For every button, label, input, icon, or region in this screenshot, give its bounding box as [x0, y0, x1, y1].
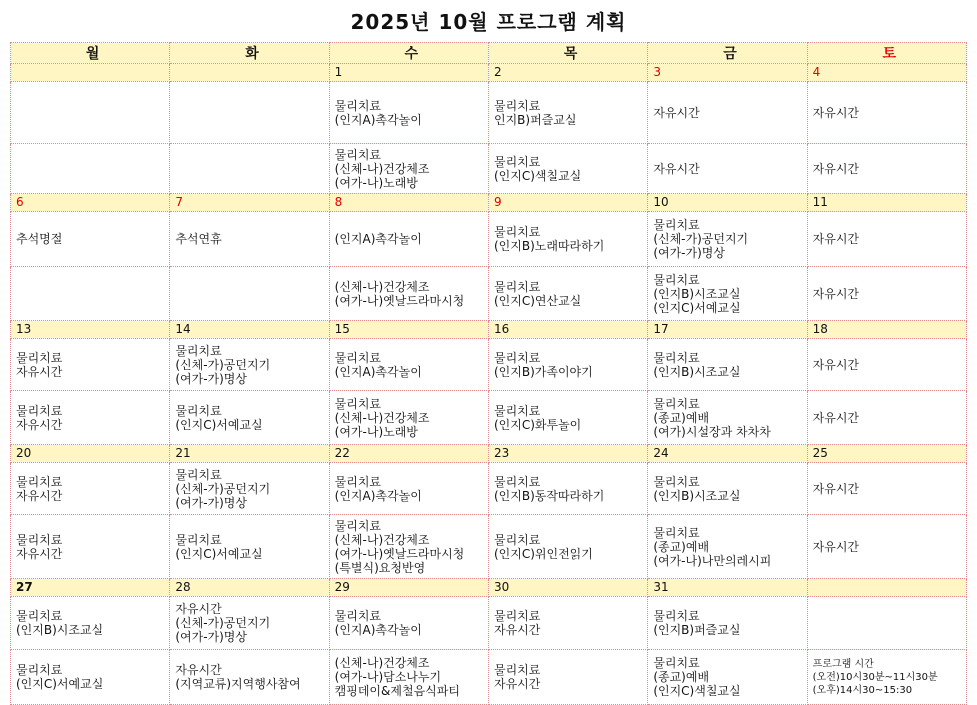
program-item: 자유시간	[16, 364, 63, 379]
date-number: 6	[11, 194, 170, 212]
program-item: (종교)예배	[653, 670, 710, 684]
program-item: (인지A)촉각놀이	[334, 112, 422, 127]
program-row	[11, 391, 967, 445]
date-number: 30	[488, 579, 647, 597]
date-number: 25	[807, 445, 966, 463]
date-number: 15	[329, 321, 488, 339]
program-item: (신체-가)공던지기	[175, 357, 271, 372]
date-number: 14	[170, 321, 329, 339]
program-item: 물리치료	[493, 474, 541, 489]
date-number: 1	[329, 64, 488, 82]
program-cell	[170, 515, 329, 579]
program-cell	[329, 339, 488, 391]
program-cell	[488, 650, 647, 705]
program-cell	[648, 391, 807, 445]
program-item: (인지A)촉각놀이	[334, 364, 422, 379]
program-cell	[170, 339, 329, 391]
program-item: (신체-나)건강체조	[334, 279, 430, 294]
program-item: 물리치료	[334, 98, 382, 113]
program-time-note: (오전)10시30분~11시30분	[812, 671, 938, 683]
program-cell	[329, 650, 488, 705]
program-item: 물리치료	[175, 403, 222, 418]
date-number: 8	[329, 194, 488, 212]
program-item: 추석연휴	[175, 232, 222, 246]
program-cell	[488, 144, 647, 194]
program-item: (인지C)색칠교실	[653, 684, 741, 698]
program-cell	[329, 463, 488, 515]
program-item: 물리치료	[175, 532, 222, 547]
program-cell	[807, 597, 966, 650]
date-number: 31	[648, 579, 807, 597]
program-item: 인지B)퍼즐교실	[493, 112, 577, 127]
program-cell	[170, 650, 329, 705]
program-item: 물리치료	[16, 663, 63, 677]
program-item: 물리치료	[175, 467, 222, 482]
program-item: (인지C)색칠교실	[493, 168, 582, 183]
program-item: 자유시간	[812, 286, 860, 301]
program-item: 자유시간	[16, 546, 63, 561]
program-item: 물리치료	[653, 350, 700, 365]
program-item: (신체-나)건강체조	[334, 532, 430, 547]
date-number: 10	[648, 194, 807, 212]
program-item: 물리치료	[493, 154, 541, 169]
program-cell	[648, 212, 807, 267]
weekday-fri: 금	[648, 43, 807, 64]
program-item: (인지B)시조교실	[653, 286, 741, 301]
program-item: (신체-가)공던지기	[653, 232, 749, 246]
program-item: 물리치료	[493, 663, 541, 677]
program-cell	[11, 144, 170, 194]
program-item: 물리치료	[334, 147, 382, 162]
program-item: (여가-나)옛날드라마시청	[334, 546, 465, 561]
program-cell	[648, 515, 807, 579]
date-number	[11, 64, 170, 82]
program-cell	[648, 463, 807, 515]
program-cell	[329, 212, 488, 267]
program-cell	[488, 82, 647, 144]
program-item: 자유시간	[812, 105, 860, 120]
program-cell	[807, 144, 966, 194]
program-item: 물리치료	[653, 272, 700, 287]
program-item: (신체-가)공던지기	[175, 481, 271, 496]
program-cell	[170, 212, 329, 267]
program-cell	[488, 339, 647, 391]
program-cell	[11, 463, 170, 515]
program-cell	[648, 144, 807, 194]
date-number: 4	[807, 64, 966, 82]
program-item: (인지C)화투놀이	[493, 417, 582, 432]
program-cell	[170, 144, 329, 194]
program-cell	[329, 267, 488, 321]
program-item: 물리치료	[16, 350, 63, 365]
program-item: 물리치료	[175, 343, 222, 358]
date-number: 28	[170, 579, 329, 597]
program-row	[11, 212, 967, 267]
program-item: (신체-나)건강체조	[334, 161, 430, 176]
program-item: (특별식)요청반영	[334, 560, 426, 575]
date-number	[170, 64, 329, 82]
program-cell	[488, 463, 647, 515]
program-item: 물리치료	[653, 656, 700, 670]
program-item: 자유시간	[493, 677, 541, 691]
weekday-header-row	[11, 43, 967, 64]
program-item: (인지B)시조교실	[653, 364, 741, 379]
program-row	[11, 144, 967, 194]
program-cell	[170, 82, 329, 144]
date-number: 21	[170, 445, 329, 463]
program-cell	[11, 267, 170, 321]
program-item: (인지B)시조교실	[653, 488, 741, 503]
program-cell	[11, 339, 170, 391]
date-number: 24	[648, 445, 807, 463]
program-row	[11, 650, 967, 705]
program-item: 자유시간	[812, 232, 860, 246]
program-cell	[11, 82, 170, 144]
program-cell	[11, 650, 170, 705]
weekday-wed: 수	[329, 43, 488, 64]
program-item: (여가-가)명상	[175, 630, 247, 644]
program-item: 물리치료	[334, 518, 382, 533]
program-item: (인지A)촉각놀이	[334, 623, 422, 637]
program-item: (인지B)가족이야기	[493, 364, 593, 379]
program-item: (인지C)서예교실	[175, 546, 263, 561]
program-cell	[11, 515, 170, 579]
program-item: 물리치료	[334, 609, 382, 623]
program-cell	[648, 339, 807, 391]
date-number: 11	[807, 194, 966, 212]
program-calendar	[10, 42, 967, 705]
program-cell	[807, 391, 966, 445]
program-row	[11, 597, 967, 650]
program-item: (인지B)노래따라하기	[493, 239, 605, 253]
program-item: (지역교류)지역행사참여	[175, 677, 301, 691]
program-cell	[807, 82, 966, 144]
program-item: (인지B)시조교실	[16, 623, 104, 637]
program-item: 물리치료	[493, 532, 541, 547]
date-number: 27	[11, 579, 170, 597]
page-title: 2025년 10월 프로그램 계획	[350, 10, 627, 34]
program-item: 물리치료	[653, 609, 700, 623]
program-cell	[648, 82, 807, 144]
date-number: 18	[807, 321, 966, 339]
program-item: (종교)예배	[653, 539, 710, 554]
weekday-tue: 화	[170, 43, 329, 64]
program-cell	[807, 650, 966, 705]
weekday-mon: 월	[11, 43, 170, 64]
program-row	[11, 82, 967, 144]
program-item: 물리치료	[653, 525, 700, 540]
program-cell	[488, 212, 647, 267]
program-item: (인지C)서예교실	[16, 677, 104, 691]
program-item: 물리치료	[16, 609, 63, 623]
program-item: 자유시간	[812, 539, 860, 554]
program-item: 물리치료	[493, 225, 541, 239]
date-number	[807, 579, 966, 597]
program-item: 캠핑데이&제철음식파티	[334, 684, 460, 698]
program-cell	[807, 212, 966, 267]
date-number: 22	[329, 445, 488, 463]
program-item: 물리치료	[493, 609, 541, 623]
program-cell	[170, 391, 329, 445]
date-row	[11, 64, 967, 82]
weekday-sat: 토	[807, 43, 966, 64]
program-item: 물리치료	[653, 396, 700, 411]
program-item: 물리치료	[334, 474, 382, 489]
program-cell	[648, 267, 807, 321]
program-cell	[807, 463, 966, 515]
program-item: (신체-나)건강체조	[334, 656, 430, 670]
program-cell	[170, 463, 329, 515]
program-item: 물리치료	[493, 403, 541, 418]
program-item: 자유시간	[16, 488, 63, 503]
program-cell	[807, 267, 966, 321]
date-number: 29	[329, 579, 488, 597]
weekday-thu: 목	[488, 43, 647, 64]
program-cell	[648, 650, 807, 705]
program-item: (인지B)동작따라하기	[493, 488, 605, 503]
program-item: 물리치료	[653, 218, 700, 232]
program-item: 물리치료	[16, 403, 63, 418]
program-cell	[329, 597, 488, 650]
program-item: (여가-가)명상	[175, 495, 247, 510]
program-item: 물리치료	[16, 474, 63, 489]
program-item: 물리치료	[653, 474, 700, 489]
program-cell	[11, 391, 170, 445]
program-item: 추석명절	[16, 232, 63, 246]
program-row	[11, 515, 967, 579]
program-item: (여가-나)노래방	[334, 175, 418, 190]
program-row	[11, 267, 967, 321]
date-number: 16	[488, 321, 647, 339]
program-cell	[488, 391, 647, 445]
program-row	[11, 339, 967, 391]
program-item: (여가-나)나만의레시피	[653, 553, 772, 568]
program-item: (여가-나)노래방	[334, 424, 418, 439]
program-item: (인지A)촉각놀이	[334, 488, 422, 503]
program-item: (여가-가)명상	[653, 246, 725, 260]
program-item: 자유시간	[175, 602, 222, 616]
program-item: 자유시간	[812, 410, 860, 425]
program-row	[11, 463, 967, 515]
date-number: 20	[11, 445, 170, 463]
program-cell	[329, 144, 488, 194]
program-item: (여가-가)명상	[175, 371, 247, 386]
program-item: (종교)예배	[653, 410, 710, 425]
date-number: 9	[488, 194, 647, 212]
program-item: 물리치료	[334, 350, 382, 365]
date-number: 7	[170, 194, 329, 212]
program-cell	[11, 212, 170, 267]
program-cell	[488, 515, 647, 579]
program-item: 자유시간	[812, 161, 860, 176]
program-cell	[488, 267, 647, 321]
date-row	[11, 579, 967, 597]
program-item: (인지C)서예교실	[175, 417, 263, 432]
date-number: 23	[488, 445, 647, 463]
program-item: 자유시간	[812, 481, 860, 496]
date-number: 2	[488, 64, 647, 82]
date-number: 13	[11, 321, 170, 339]
program-cell	[488, 597, 647, 650]
date-row	[11, 194, 967, 212]
date-number: 17	[648, 321, 807, 339]
program-cell	[170, 267, 329, 321]
program-time-note: 프로그램 시간	[812, 658, 874, 670]
program-item: 물리치료	[334, 396, 382, 411]
program-time-note: (오후)14시30~15:30	[812, 684, 913, 696]
program-item: (신체-나)건강체조	[334, 410, 430, 425]
program-item: 자유시간	[653, 105, 700, 120]
program-cell	[329, 82, 488, 144]
program-item: 자유시간	[812, 357, 860, 372]
date-row	[11, 445, 967, 463]
program-cell	[807, 339, 966, 391]
program-cell	[329, 391, 488, 445]
program-cell	[170, 597, 329, 650]
program-item: (여가)시설장과 차차차	[653, 424, 771, 439]
program-cell	[11, 597, 170, 650]
program-item: (인지B)퍼즐교실	[653, 623, 741, 637]
program-item: 자유시간	[653, 161, 700, 176]
program-cell	[648, 597, 807, 650]
program-item: 물리치료	[493, 279, 541, 294]
program-item: 물리치료	[493, 98, 541, 113]
program-item: 자유시간	[175, 663, 222, 677]
program-item: 물리치료	[493, 350, 541, 365]
program-cell	[807, 515, 966, 579]
program-item: (여가-나)옛날드라마시청	[334, 293, 465, 308]
program-item: 자유시간	[493, 623, 541, 637]
program-item: (여가-나)담소나누기	[334, 670, 442, 684]
program-item: 자유시간	[16, 417, 63, 432]
program-item: (인지C)연산교실	[493, 293, 582, 308]
program-item: (인지C)서예교실	[653, 300, 741, 315]
date-number: 3	[648, 64, 807, 82]
program-cell	[329, 515, 488, 579]
date-row	[11, 321, 967, 339]
program-item: (신체-가)공던지기	[175, 616, 271, 630]
program-item: 물리치료	[16, 532, 63, 547]
program-item: (인지A)촉각놀이	[334, 232, 422, 246]
program-item: (인지C)위인전읽기	[493, 546, 593, 561]
